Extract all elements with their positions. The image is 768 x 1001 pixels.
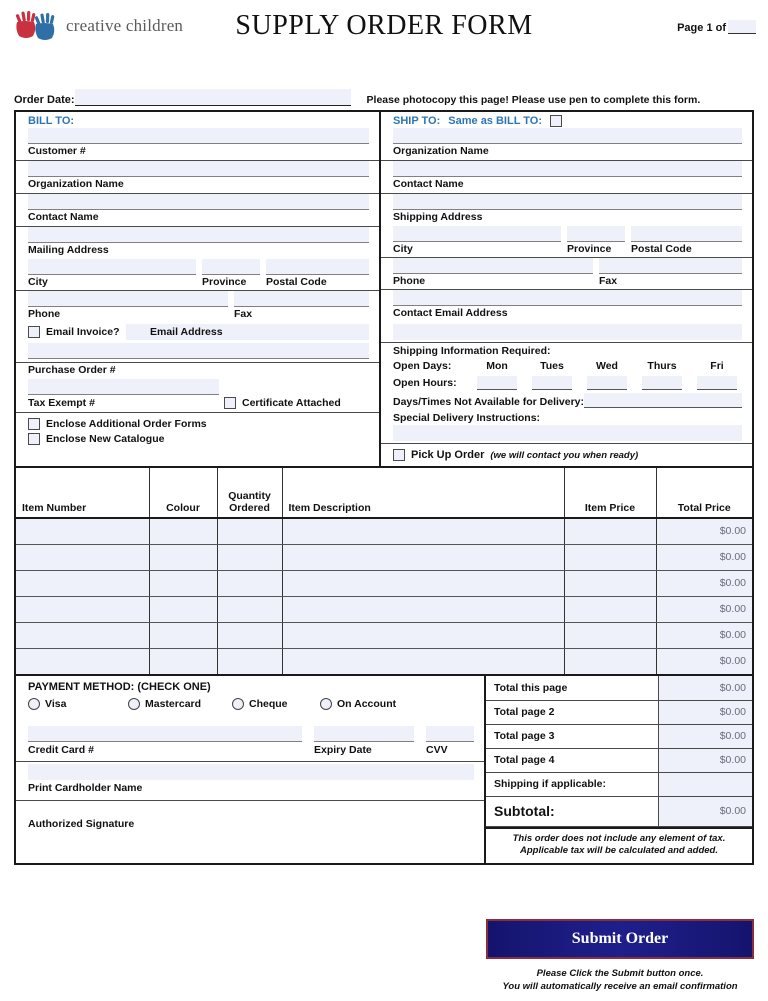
total-page-4-value: $0.00 [658, 748, 752, 772]
subtotal-label: Subtotal: [486, 796, 658, 826]
email-invoice-label: Email Invoice? [46, 326, 120, 338]
day-label-thurs: Thurs [647, 360, 677, 372]
cell-colour[interactable] [149, 570, 217, 596]
same-as-bill-label: Same as BILL TO: [448, 115, 543, 127]
hours-input-thurs[interactable] [642, 376, 682, 390]
shipping-address-label: Shipping Address [393, 211, 483, 223]
ship-fax-label: Fax [599, 275, 618, 287]
cell-item-number[interactable] [16, 622, 149, 648]
shipping-label: Shipping if applicable: [486, 772, 658, 796]
ship-organization-input[interactable] [393, 128, 742, 144]
cell-description[interactable] [282, 518, 564, 544]
shipping-address-input[interactable] [393, 194, 742, 210]
total-row-subtotal [486, 796, 752, 826]
cell-quantity[interactable] [217, 544, 282, 570]
shipping-value[interactable] [658, 772, 752, 796]
page-number-label: Page 1 of [677, 22, 726, 34]
credit-card-labels [16, 742, 484, 761]
unavailable-row [381, 393, 752, 408]
ship-postal-label: Postal Code [631, 243, 692, 255]
purchase-order-label: Purchase Order # [28, 364, 116, 376]
cell-quantity[interactable] [217, 570, 282, 596]
cell-colour[interactable] [149, 596, 217, 622]
table-row [16, 596, 752, 622]
enclose-catalogue-label: Enclose New Catalogue [46, 433, 165, 445]
pickup-order-checkbox[interactable] [393, 449, 405, 461]
order-date-row [14, 80, 754, 106]
total-row-shipping [486, 772, 752, 796]
cell-item-number[interactable] [16, 648, 149, 674]
cell-description[interactable] [282, 544, 564, 570]
certificate-attached-label: Certificate Attached [242, 397, 341, 409]
total-page-3-value: $0.00 [658, 724, 752, 748]
expiry-date-input[interactable] [314, 726, 414, 742]
bill-to-panel [16, 112, 381, 466]
ship-city-row-inputs [393, 226, 742, 242]
open-days-labels [393, 358, 471, 392]
cell-colour[interactable] [149, 544, 217, 570]
special-instructions-label: Special Delivery Instructions: [393, 412, 541, 424]
visa-radio[interactable] [28, 698, 40, 710]
ship-contact-input[interactable] [393, 161, 742, 177]
enclose-forms-row[interactable] [16, 413, 379, 433]
cvv-label: CVV [426, 744, 448, 756]
table-row [16, 518, 752, 544]
cell-item-number[interactable] [16, 596, 149, 622]
mailing-address-input[interactable] [28, 227, 369, 243]
total-row-page-3 [486, 724, 752, 748]
email-address-label: Email Address [150, 326, 223, 338]
cell-description[interactable] [282, 648, 564, 674]
totals-panel [486, 676, 752, 863]
cvv-input[interactable] [426, 726, 474, 742]
mastercard-radio[interactable] [128, 698, 140, 710]
customer-number-input[interactable] [28, 128, 369, 144]
payment-panel [16, 676, 486, 863]
day-column-mon [471, 358, 523, 390]
contact-email-input[interactable] [393, 290, 742, 306]
total-this-page-label: Total this page [486, 676, 658, 700]
total-row-page-4 [486, 748, 752, 772]
payment-totals-section [14, 676, 754, 865]
col-total-price: Total Price [656, 468, 752, 518]
day-column-thurs [636, 358, 688, 390]
tax-note-line-1: This order does not include any element of tax. [512, 832, 726, 844]
total-page-2-value: $0.00 [658, 700, 752, 724]
submit-order-button[interactable]: Submit Order [486, 919, 754, 959]
cardholder-name-label: Print Cardholder Name [28, 782, 143, 794]
customer-number-label: Customer # [28, 145, 86, 157]
page-title: SUPPLY ORDER FORM [235, 10, 533, 41]
col-quantity-ordered: Quantity Ordered [217, 468, 282, 518]
items-table [16, 468, 752, 674]
ship-contact-label: Contact Name [393, 178, 464, 190]
tax-exempt-label: Tax Exempt # [28, 397, 95, 409]
payment-method-header: PAYMENT METHOD: (CHECK ONE) [28, 681, 211, 693]
cheque-radio[interactable] [232, 698, 244, 710]
payment-options [16, 697, 484, 716]
day-label-tues: Tues [540, 360, 564, 372]
items-table-header-row [16, 468, 752, 518]
ship-province-label: Province [567, 243, 612, 255]
cell-item-price[interactable] [564, 596, 656, 622]
email-address-input[interactable] [28, 343, 369, 359]
mailing-address-group [16, 227, 379, 259]
ship-city-label: City [393, 243, 413, 255]
cell-item-price[interactable] [564, 648, 656, 674]
cell-item-price[interactable] [564, 570, 656, 596]
subtotal-value: $0.00 [658, 796, 752, 826]
cell-item-number[interactable] [16, 570, 149, 596]
bill-city-label: City [28, 276, 48, 288]
bill-phone-label: Phone [28, 308, 61, 320]
day-label-fri: Fri [710, 360, 724, 372]
open-days-grid [381, 358, 752, 392]
visa-label: Visa [45, 698, 67, 710]
hours-input-mon[interactable] [477, 376, 517, 390]
cell-total-price: $0.00 [656, 570, 752, 596]
cell-item-number[interactable] [16, 544, 149, 570]
mastercard-label: Mastercard [145, 698, 202, 710]
ship-to-title: SHIP TO: [393, 115, 441, 127]
pickup-order-row[interactable] [381, 444, 752, 466]
on-account-label: On Account [337, 698, 397, 710]
cheque-label: Cheque [249, 698, 288, 710]
bill-phone-input[interactable] [28, 291, 228, 307]
cell-item-price[interactable] [564, 622, 656, 648]
email-invoice-checkbox[interactable] [28, 326, 40, 338]
bill-contact-input[interactable] [28, 194, 369, 210]
page-number-indicator [677, 20, 756, 34]
bill-fax-input[interactable] [234, 291, 369, 307]
bill-postal-label: Postal Code [266, 276, 327, 288]
submit-area [486, 919, 754, 993]
cell-total-price: $0.00 [656, 622, 752, 648]
credit-card-label: Credit Card # [28, 744, 94, 756]
ship-city-input[interactable] [393, 226, 561, 242]
totals-table [486, 676, 752, 827]
divider [16, 761, 484, 762]
payment-option-mastercard[interactable] [128, 698, 232, 710]
page-total-field[interactable] [728, 20, 756, 34]
bill-city-row-labels [16, 275, 379, 290]
order-date-input[interactable] [75, 89, 351, 106]
page-header [0, 0, 768, 58]
contact-email-extra-line[interactable] [393, 324, 742, 340]
cell-quantity[interactable] [217, 648, 282, 674]
ship-organization-label: Organization Name [393, 145, 489, 157]
open-hours-label: Open Hours: [393, 377, 457, 389]
cell-total-price: $0.00 [656, 518, 752, 544]
cell-item-price[interactable] [564, 518, 656, 544]
on-account-radio[interactable] [320, 698, 332, 710]
contact-email-label: Contact Email Address [393, 307, 508, 319]
bill-city-input[interactable] [28, 259, 196, 275]
day-column-tues [526, 358, 578, 390]
hours-input-wed[interactable] [587, 376, 627, 390]
cell-description[interactable] [282, 596, 564, 622]
col-colour: Colour [149, 468, 217, 518]
bill-to-heading [16, 112, 379, 128]
col-item-description: Item Description [282, 468, 564, 518]
cell-colour[interactable] [149, 518, 217, 544]
bill-province-input[interactable] [202, 259, 260, 275]
customer-number-group [16, 128, 379, 160]
cell-colour[interactable] [149, 648, 217, 674]
special-instructions-input[interactable] [393, 425, 742, 441]
credit-card-inputs [28, 726, 474, 742]
credit-card-input[interactable] [28, 726, 302, 742]
brand-name: creative children [66, 16, 184, 35]
bill-city-row-inputs [28, 259, 369, 275]
total-page-4-label: Total page 4 [486, 748, 658, 772]
bill-province-label: Province [202, 276, 247, 288]
shipping-address-group [381, 194, 752, 226]
total-page-3-label: Total page 3 [486, 724, 658, 748]
order-date-label: Order Date: [14, 94, 75, 106]
table-row [16, 648, 752, 674]
cell-total-price: $0.00 [656, 544, 752, 570]
pickup-order-label: Pick Up Order [411, 449, 485, 461]
bill-to-title: BILL TO: [28, 115, 75, 127]
bill-organization-group [16, 161, 379, 193]
address-section [14, 110, 754, 468]
total-page-2-label: Total page 2 [486, 700, 658, 724]
bill-contact-label: Contact Name [28, 211, 99, 223]
ship-organization-group [381, 128, 752, 160]
ship-phone-row-inputs [393, 258, 742, 274]
unavailable-label: Days/Times Not Available for Delivery: [393, 396, 585, 408]
purchase-order-input[interactable] [28, 379, 219, 395]
items-table-container [14, 468, 754, 676]
bill-phone-row-labels [16, 307, 379, 322]
day-column-fri [691, 358, 743, 390]
bill-phone-row-inputs [28, 291, 369, 307]
payment-option-visa[interactable] [28, 698, 128, 710]
enclose-catalogue-row[interactable] [16, 433, 379, 451]
enclose-forms-checkbox[interactable] [28, 418, 40, 430]
hours-input-tues[interactable] [532, 376, 572, 390]
cell-quantity[interactable] [217, 518, 282, 544]
photocopy-note: Please photocopy this page! Please use pen to complete this form. [366, 94, 701, 106]
ship-phone-label: Phone [393, 275, 426, 287]
cardholder-name-input[interactable] [28, 764, 474, 780]
bill-organization-input[interactable] [28, 161, 369, 177]
signature-label: Authorized Signature [28, 818, 135, 830]
hours-input-fri[interactable] [697, 376, 737, 390]
ship-to-panel [381, 112, 752, 466]
cell-quantity[interactable] [217, 622, 282, 648]
tax-note-line-2: Applicable tax will be calculated and added. [520, 845, 718, 856]
total-this-page-value: $0.00 [658, 676, 752, 700]
contact-email-group [381, 290, 752, 322]
submit-note [486, 967, 754, 993]
mailing-address-label: Mailing Address [28, 244, 109, 256]
pickup-order-note: (we will contact you when ready) [490, 449, 639, 461]
total-row-page-2 [486, 700, 752, 724]
tax-exempt-row [16, 395, 379, 412]
expiry-date-label: Expiry Date [314, 744, 372, 756]
certificate-attached-checkbox[interactable] [224, 397, 236, 409]
ship-city-row-labels [381, 242, 752, 257]
submit-note-line-1: Please Click the Submit button once. [536, 968, 704, 979]
bill-postal-input[interactable] [266, 259, 369, 275]
ship-province-input[interactable] [567, 226, 625, 242]
enclose-forms-label: Enclose Additional Order Forms [46, 418, 207, 430]
cell-description[interactable] [282, 622, 564, 648]
signature-input[interactable] [16, 801, 484, 817]
cell-total-price: $0.00 [656, 596, 752, 622]
total-row-this-page [486, 676, 752, 700]
ship-to-heading [381, 112, 752, 128]
table-row [16, 544, 752, 570]
col-item-number: Item Number [16, 468, 149, 518]
enclose-catalogue-checkbox[interactable] [28, 433, 40, 445]
day-label-wed: Wed [596, 360, 618, 372]
open-days-label: Open Days: [393, 360, 452, 372]
payment-option-cheque[interactable] [232, 698, 320, 710]
col-item-price: Item Price [564, 468, 656, 518]
ship-contact-group [381, 161, 752, 193]
ship-phone-row-labels [381, 274, 752, 289]
same-as-bill-checkbox[interactable] [550, 115, 562, 127]
table-row [16, 622, 752, 648]
submit-note-line-2: You will automatically receive an email confirmation [502, 981, 738, 992]
day-label-mon: Mon [486, 360, 508, 372]
payment-option-on-account[interactable] [320, 698, 396, 710]
shipping-info-header: Shipping Information Required: [393, 345, 551, 357]
cell-description[interactable] [282, 570, 564, 596]
cell-item-price[interactable] [564, 544, 656, 570]
day-column-wed [581, 358, 633, 390]
bill-fax-label: Fax [234, 308, 253, 320]
ship-fax-input[interactable] [599, 258, 742, 274]
unavailable-input[interactable] [584, 393, 742, 408]
cell-quantity[interactable] [217, 596, 282, 622]
ship-phone-input[interactable] [393, 258, 593, 274]
table-row [16, 570, 752, 596]
tax-note [486, 827, 752, 863]
bill-contact-group [16, 194, 379, 226]
ship-postal-input[interactable] [631, 226, 742, 242]
cell-total-price: $0.00 [656, 648, 752, 674]
bill-organization-label: Organization Name [28, 178, 124, 190]
cell-colour[interactable] [149, 622, 217, 648]
cell-item-number[interactable] [16, 518, 149, 544]
